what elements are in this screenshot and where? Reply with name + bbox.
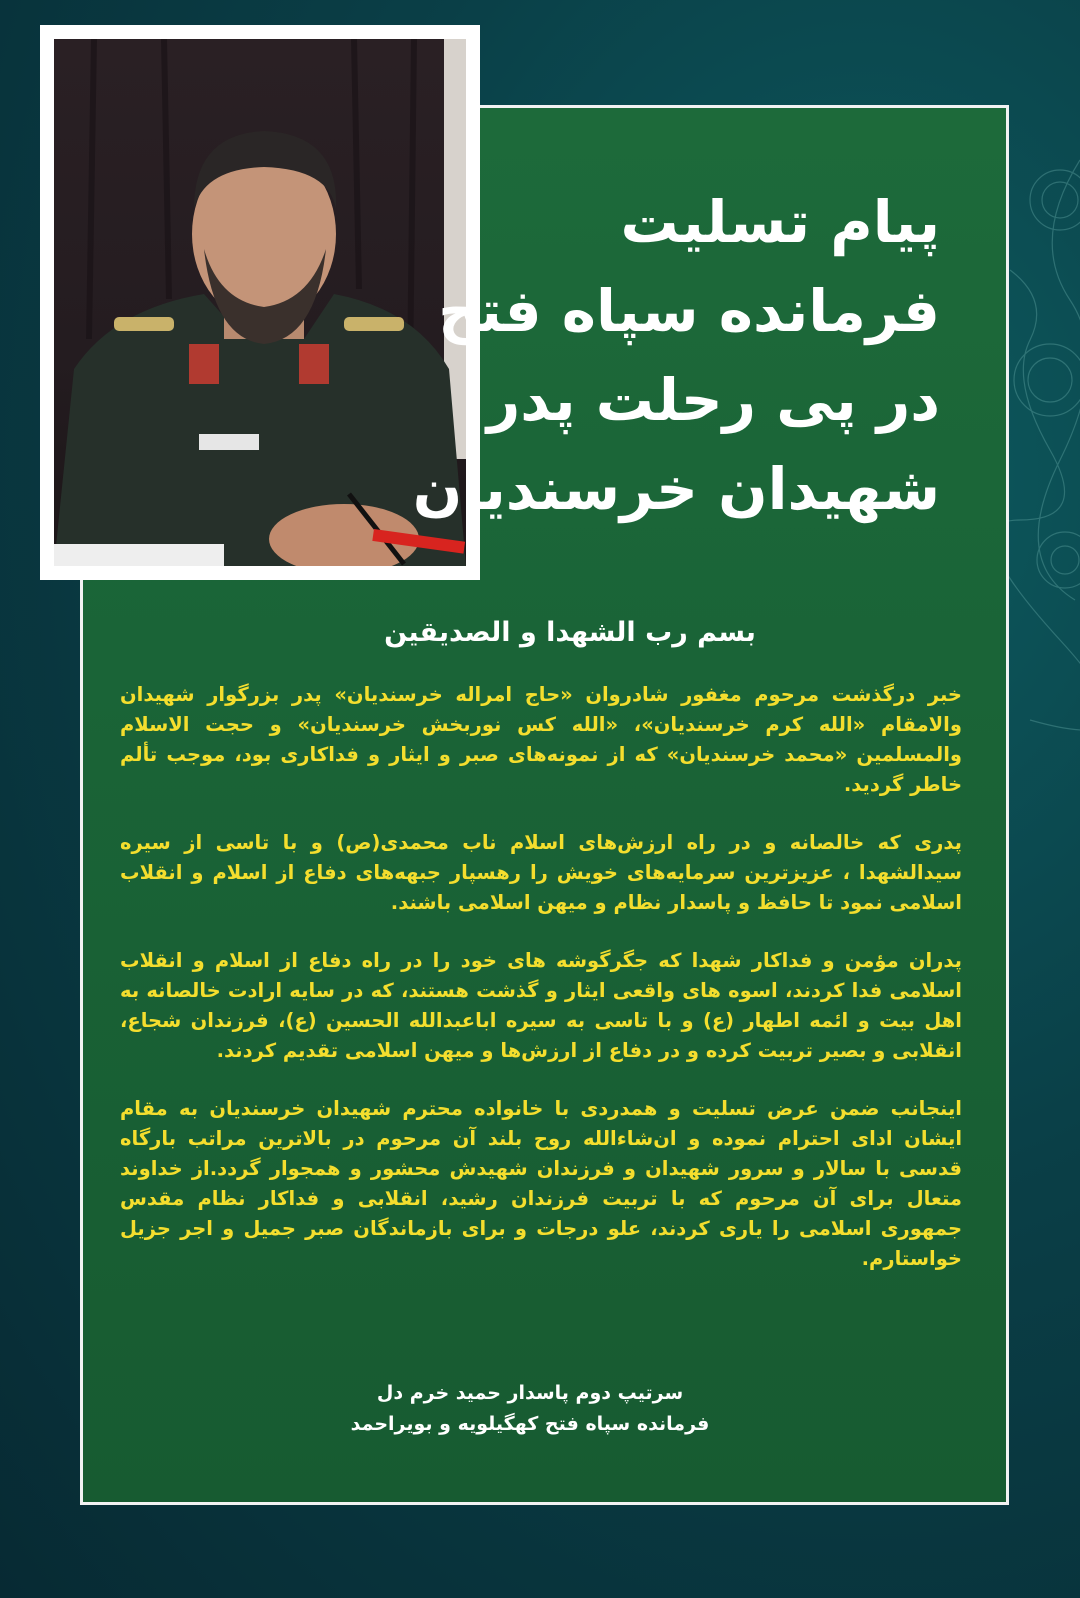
signature [340,1378,720,1440]
headline-line-3: در پی رحلت پدر [486,366,940,434]
basmala: بسم رب الشهدا و الصدیقین [384,617,756,648]
paragraph: اینجانب ضمن عرض تسلیت و همدردی با خانواده محترم شهیدان خرسندیان به مقام ایشان ادای احترام نموده و ان‌شاءالله روح بلند آن مرحوم در بالاترین مراتب بارگاه قدسی با سالار و سرور شهیدان و فرزندان شهیدش محشور و همجوار گردد.از خداوند متعال برای آن مرحوم که با تربیت فرزندان رشید، انقلابی و فداکار نظام مقدس جمهوری اسلامی را یاری کردند، علو درجات و برای بازماندگان صبر جمیل و اجر جزیل خواستارم. [120,1097,962,1270]
headline-line-4: شهیدان خرسندیان [412,455,940,523]
paragraph: خبر درگذشت مرحوم مغفور شادروان «حاج امراله خرسندیان» پدر بزرگوار شهیدان والامقام «الله کرم خرسندیان»، «الله کس نوربخش خرسندیان» و حجت الاسلام والمسلمین «محمد خرسندیان» که از نمونه‌های صبر و ایثار و فداکاری بود، موجب تألم خاطر گردید. [120,683,962,796]
commander-portrait [54,39,466,566]
portrait-illustration [54,39,466,566]
signature-name: سرتیپ دوم پاسدار حمید خرم دل [376,1382,684,1404]
paragraph: پدران مؤمن و فداکار شهدا که جگرگوشه های خود را در راه دفاع از اسلام و انقلاب اسلامی فدا کردند، اسوه های واقعی ایثار و گذشت هستند، که در سایه ارادت خالصانه به اهل بیت و ائمه اطهار (ع) و با تاسی به سیره اباعبدالله الحسین (ع)، فرزندان شجاع، انقلابی و بصیر تربیت کرده و در دفاع از ارزش‌ها و میهن اسلامی تقدیم کردند. [120,949,962,1062]
headline [412,178,940,534]
paragraph: پدری که خالصانه و در راه ارزش‌های اسلام ناب محمدی(ص) و با تاسی از سیره سیدالشهدا ، عزیزترین سرمایه‌های خویش را رهسپار جبهه‌های دفاع از اسلام و انقلاب اسلامی نمود تا حافظ و پاسدار نظام و میهن اسلامی باشند. [120,831,962,914]
headline-line-2: فرمانده سپاه فتح [438,277,940,345]
message-body [120,680,962,1302]
signature-position: فرمانده سپاه فتح کهگیلویه و بویراحمد [350,1413,710,1435]
headline-line-1: پیام تسلیت [620,188,940,256]
